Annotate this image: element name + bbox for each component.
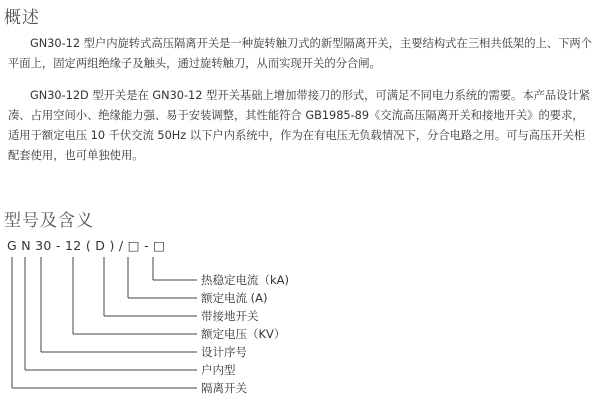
- overview-heading: 概述: [4, 8, 40, 28]
- label-earthing-switch: 带接地开关: [201, 309, 259, 323]
- label-thermal-stability-current: 热稳定电流（kA): [201, 273, 290, 287]
- overview-paragraph-1: GN30-12 型户内旋转式高压隔离开关是一种旋转触刀式的新型隔离开关，主要结构式在三相共低架的上、下两个平面上，固定两组绝缘子及触头，通过旋转触刀，从而实现开关的分合闸。: [8, 37, 592, 70]
- overview-paragraph-2: GN30-12D 型开关是在 GN30-12 型开关基础上增加带接刀的形式，可满足不同电力系统的需要。本产品设计紧凑、占用空间小、绝缘能力强、易于安装调整，其性能符合 GB1985-89《交流高压隔离开关和接地开关》的要求，适用于额定电压 10 千伏交流 50Hz 以下户内系统中，作为在有电压无负载情况下，分合电路之用。可与高压开关柜配套使用，也可单独使用。: [8, 89, 591, 162]
- label-rated-voltage: 额定电压（KV）: [201, 327, 286, 341]
- label-indoor-type: 户内型: [201, 363, 236, 377]
- model-heading: 型号及含义: [4, 211, 94, 231]
- label-rated-current: 额定电流 (A): [201, 291, 268, 305]
- model-code: G N 30 - 12 ( D ) / □ - □: [7, 238, 166, 253]
- label-design-serial: 设计序号: [201, 345, 247, 359]
- label-disconnector: 隔离开关: [201, 381, 247, 395]
